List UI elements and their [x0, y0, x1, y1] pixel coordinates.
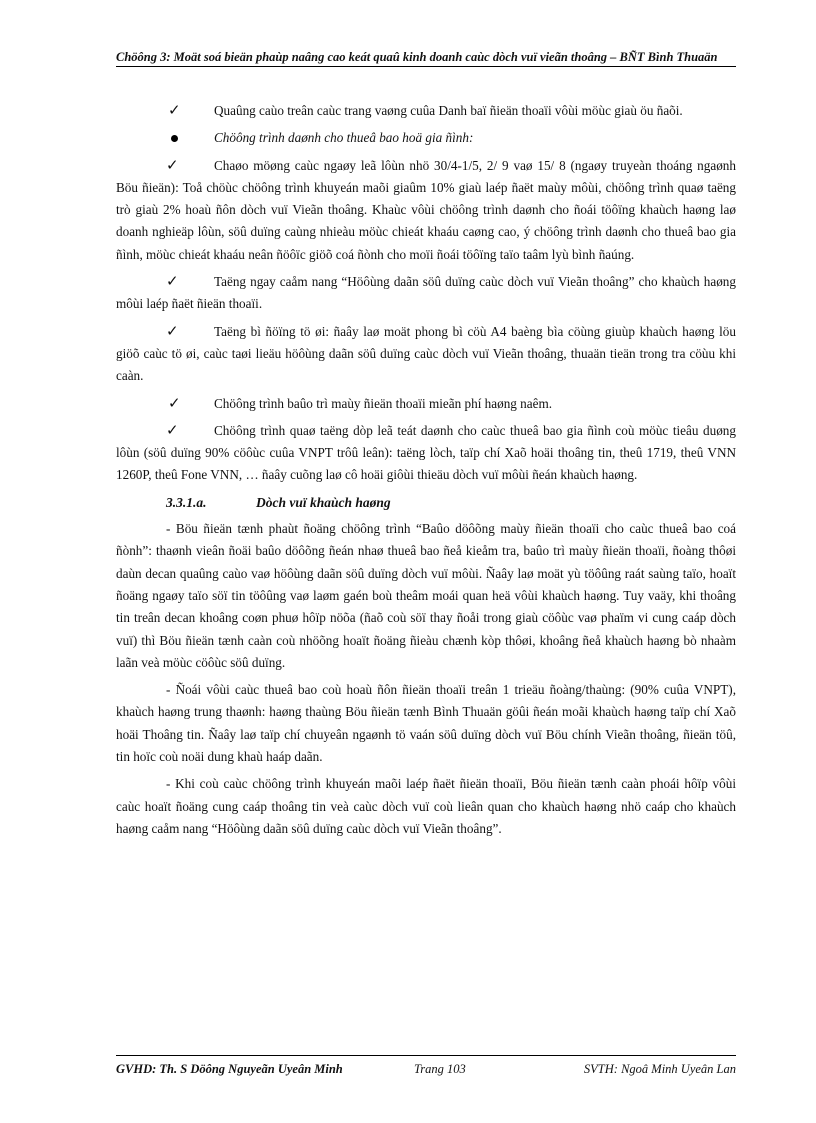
paragraph: - Ñoái vôùi caùc thueâ bao coù hoaù ñôn ñieän thoaïi treân 1 trieäu ñoàng/thaùng: (90% cuûa VNPT), khaùch haøng trung thaønh: haøng thaùng Böu ñieän tænh Bình Thuaän göûi ñeán moãi khaùch haøng taïp chí Xaõ hoäi Thoâng tin. Ñaây laø taïp chí chuyeân ngaønh tö vaán söû duïng dòch vuï Böu chính Vieãn thoâng, ñieän töû, tin hoïc coù noäi dung khaù haáp daãn. [116, 682, 736, 765]
section-heading [116, 492, 736, 514]
list-item: Chöông trình daønh cho thueâ bao hoä gia ñình: [116, 127, 736, 149]
section-title: Dòch vuï khaùch haøng [256, 494, 391, 510]
list-item: ✓ Chaøo möøng caùc ngaøy leã lôùn nhö 30/4-1/5, 2/ 9 vaø 15/ 8 (ngaøy truyeàn thoáng ngaønh Böu ñieän): Toå chöùc chöông trình khuyeán maõi giaûm 10% giaù laép ñaët maùy môùi, chöông trình quaø taëng trò giaù 2% hoaù ñôn dòch vuï Vieãn thoâng. Khaùc vôùi chöông trình daønh cho ñoái töôïng khaùch haøng laø doanh nghieäp lôùn, söû duïng caùng nhieàu möùc chieát khaáu caøng cao, ý chöông trình daønh cho thueâ bao gia ñình, möùc chieát khaáu neân ñöôïc giöõ coá ñònh cho moïi ñoái töôïng taïo taâm lyù bình ñaúng. [116, 155, 736, 266]
checkmark-icon: ✓ [166, 274, 179, 291]
list-item: ✓ Taëng ngay caåm nang “Höôùng daãn söû duïng caùc dòch vuï Vieãn thoâng” cho khaùch haøng môùi laép ñaët ñieän thoaïi. [116, 271, 736, 316]
checkmark-icon: ✓ [166, 422, 179, 439]
section-number: 3.3.1.a. [166, 494, 207, 510]
chapter-title: Chöông 3: Moät soá bieän phaùp naâng cao keát quaû kinh doanh caùc dòch vuï vieãn thoâng – BÑT Bình Thuaän [116, 50, 718, 64]
page-footer [116, 1055, 736, 1076]
paragraph: - Khi coù caùc chöông trình khuyeán maõi laép ñaët ñieän thoaïi, Böu ñieän tænh caàn phoái hôïp vôùi caùc hoaït ñoäng cung caáp thoâng tin veà caùc dòch vuï coù lieân quan cho khaùch haøng nhö caáp cho khaùch haøng caåm nang “Höôùng daãn söû duïng caùc dòch vuï Vieãn thoâng”. [116, 776, 736, 836]
list-item: ✓ Quaûng caùo treân caùc trang vaøng cuûa Danh baï ñieän thoaïi vôùi möùc giaù öu ñaõi. [116, 100, 736, 122]
footer-student: SVTH: Ngoâ Minh Uyeân Lan [583, 1062, 736, 1076]
bullet-icon [171, 135, 178, 142]
paragraph: - Böu ñieän tænh phaùt ñoäng chöông trình “Baûo döôõng maùy ñieän thoaïi cho caùc thueâ bao coá ñònh”: thaønh vieân ñoäi baûo döôõng ñeán nhaø thueâ bao ñeå kieåm tra, baûo trì maùy ñieän thoaïi, ñoàng thôøi daùn decan quaûng caùo vaø höôùng daãn söû duïng dòch vuï môùi. Ñaây laø moät yù töôûng raát saùng taïo, hoaït ñoäng ngaøy taïo söï tin töôûng vaø laøm gaén boù theâm moái quan heä vôùi khaùch haøng. Tuy vaäy, khi thoâng tin treân decan khoâng coøn phuø hôïp nöõa (ñaõ coù söï thay ñoåi trong giaù cöôùc vaø phaïm vi cung caáp dòch vuï) thì Böu ñieän tænh caàn coù nhöõng hoaït ñoäng ñieàu chænh kòp thôøi, khoâng ñeå khaùch haøng bò nhaàm laãn veà möùc cöôùc söû duïng. [116, 521, 736, 670]
page-body [116, 100, 736, 845]
list-item: ✓ Chöông trình quaø taëng dòp leã teát daønh cho caùc thueâ bao gia ñình coù möùc tieâu duøng lôùn (söû duïng 90% cöôùc cuûa VNPT trôû leân): taëng lòch, taïp chí Xaõ hoäi thoâng tin, theû 1719, theû VNN 1260P, theû Fone VNN, … ñaây cuõng laø cô hoäi giôùi thieäu dòch vuï môùi ñeán khaùch haøng. [116, 420, 736, 487]
checkmark-icon: ✓ [168, 395, 181, 412]
checkmark-icon: ✓ [168, 103, 181, 119]
footer-supervisor: GVHD: Th. S Döông Nguyeãn Uyeân Minh [116, 1062, 343, 1076]
checkmark-icon: ✓ [166, 157, 179, 174]
page-number: Trang 103 [414, 1062, 466, 1076]
checkmark-icon: ✓ [166, 323, 179, 340]
list-item: ✓ Chöông trình baûo trì maùy ñieän thoaïi mieãn phí haøng naêm. [116, 393, 736, 415]
page-header [116, 50, 736, 67]
list-item: ✓ Taëng bì ñöïng tö øi: ñaây laø moät phong bì cöù A4 baèng bìa cöùng giuùp khaùch haøng löu giöõ caùc tö øi, caùc taøi lieäu höôùng daãn söû duïng caùc dòch vuï Vieãn thoâng, thuaän tieän trong tra cöùu khi caàn. [116, 321, 736, 388]
